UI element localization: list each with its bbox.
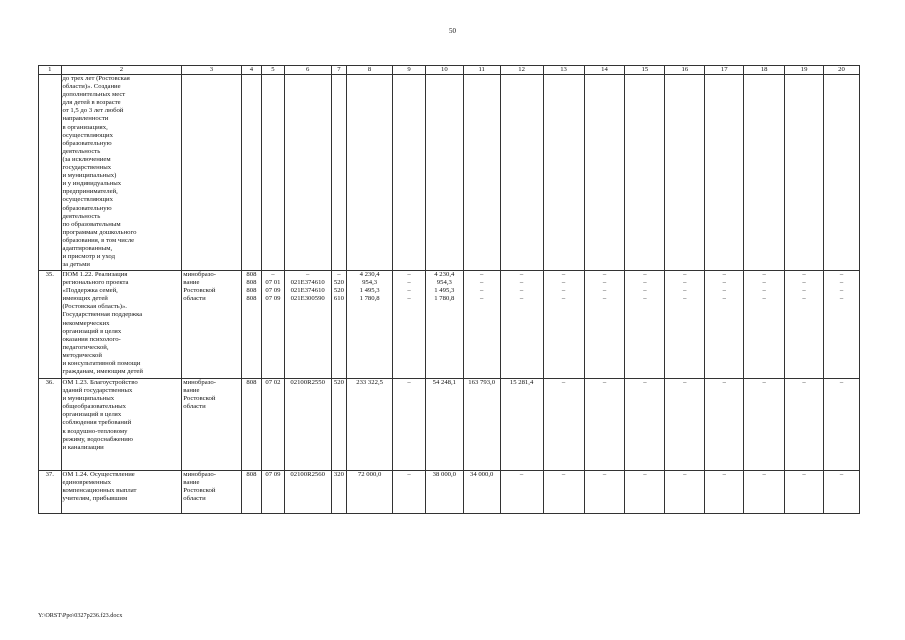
activity-name-cell: ОМ 1.23. Благоустройство зданий государственных и муниципальных общеобразовательных организаций в целях соблюдения требований к воздушно-тепловому режиму, водоснабжению и канализации xyxy=(61,379,182,471)
dash-cell: – xyxy=(625,471,665,514)
grbs-cell: 808 xyxy=(241,379,261,471)
column-number: 10 xyxy=(425,66,463,75)
dash-cell: – xyxy=(625,379,665,471)
dash-cell: – – – – xyxy=(744,271,785,379)
vr-cell: – 520 520 610 xyxy=(331,271,346,379)
vr-cell: 520 xyxy=(331,379,346,471)
year-2021-cell: 163 793,0 xyxy=(463,379,500,471)
total-cell: 72 000,0 xyxy=(347,471,393,514)
rzpr-cell: – 07 01 07 09 07 09 xyxy=(262,271,285,379)
dash-cell: – – – – xyxy=(584,271,625,379)
csr-cell: 02100R2550 xyxy=(284,379,331,471)
activity-name-cell: ОМ 1.24. Осуществление единовременных компенсационных выплат учителям, прибывшим xyxy=(61,471,182,514)
dash-cell: – xyxy=(500,471,543,514)
row-number: 35. xyxy=(39,271,62,379)
dash-cell: – xyxy=(665,379,705,471)
dash-cell: – xyxy=(584,379,625,471)
grbs-cell: 808 xyxy=(241,471,261,514)
column-number: 18 xyxy=(744,66,785,75)
total-cell: 4 230,4 954,3 1 495,3 1 780,8 xyxy=(347,271,393,379)
dash-cell: – xyxy=(824,379,860,471)
year-2019-cell: – – – – xyxy=(393,271,426,379)
year-2020-cell: 54 248,1 xyxy=(425,379,463,471)
column-number: 19 xyxy=(785,66,824,75)
year-2022-cell: 15 281,4 xyxy=(500,379,543,471)
table-row-37 xyxy=(39,471,860,514)
dash-cell: – xyxy=(543,379,584,471)
dash-cell: – xyxy=(744,379,785,471)
column-number: 17 xyxy=(705,66,744,75)
dash-cell: – xyxy=(744,471,785,514)
dash-cell: – – – – xyxy=(543,271,584,379)
dash-cell: – – – – xyxy=(500,271,543,379)
activity-name-cell: до трех лет (Ростовская области)». Создание дополнительных мест для детей в возрасте от 1,5 до 3 лет любой направленности в организациях, осуществляющих образовательную деятельность (за исключением государственных и муниципальных) и у индивидуальных предпринимателей, осуществляющих образовательную деятельность по образовательным программам дошкольного образования, в том числе адаптированным, и присмотр и уход за детьми xyxy=(61,75,182,271)
table-row-35 xyxy=(39,271,860,379)
column-number: 4 xyxy=(241,66,261,75)
column-number: 15 xyxy=(625,66,665,75)
activity-name-cell: ПОМ 1.22. Реализация регионального проекта «Поддержка семей, имеющих детей (Ростовская область)». Государственная поддержка некоммерческих организаций в целях оказания психолого- педагогической, методической и консультативной помощи гражданам, имеющим детей xyxy=(61,271,182,379)
dash-cell: – xyxy=(705,379,744,471)
dash-cell: – – – – xyxy=(463,271,500,379)
column-number: 8 xyxy=(347,66,393,75)
year-2019-cell: – xyxy=(393,471,426,514)
footer-file-path: Y:\ORST\Ppo\0327p236.f23.docx xyxy=(38,612,123,619)
column-number: 11 xyxy=(463,66,500,75)
csr-cell: 02100R2560 xyxy=(284,471,331,514)
dash-cell: – xyxy=(584,471,625,514)
year-2020-cell: 4 230,4 954,3 1 495,3 1 780,8 xyxy=(425,271,463,379)
executor-cell: минобразо- вание Ростовской области xyxy=(182,271,241,379)
column-number: 9 xyxy=(393,66,426,75)
rzpr-cell: 07 09 xyxy=(262,471,285,514)
row-number: 37. xyxy=(39,471,62,514)
row-number: 36. xyxy=(39,379,62,471)
column-number: 3 xyxy=(182,66,241,75)
dash-cell: – xyxy=(785,379,824,471)
budget-table xyxy=(38,65,860,514)
dash-cell: – – – – xyxy=(824,271,860,379)
column-number: 13 xyxy=(543,66,584,75)
column-number-row xyxy=(39,66,860,75)
column-number: 12 xyxy=(500,66,543,75)
column-number: 1 xyxy=(39,66,62,75)
table-row-36 xyxy=(39,379,860,471)
dash-cell: – xyxy=(543,471,584,514)
dash-cell: – – – – xyxy=(665,271,705,379)
total-cell: 233 322,5 xyxy=(347,379,393,471)
column-number: 6 xyxy=(284,66,331,75)
dash-cell: – – – – xyxy=(705,271,744,379)
executor-cell: минобразо- вание Ростовской области xyxy=(182,471,241,514)
year-2019-cell: – xyxy=(393,379,426,471)
column-number: 20 xyxy=(824,66,860,75)
grbs-cell: 808 808 808 808 xyxy=(241,271,261,379)
dash-cell: – xyxy=(705,471,744,514)
rzpr-cell: 07 02 xyxy=(262,379,285,471)
dash-cell: – xyxy=(824,471,860,514)
year-2021-cell: 34 000,0 xyxy=(463,471,500,514)
year-2020-cell: 38 000,0 xyxy=(425,471,463,514)
dash-cell: – xyxy=(665,471,705,514)
column-number: 7 xyxy=(331,66,346,75)
column-number: 14 xyxy=(584,66,625,75)
executor-cell: минобразо- вание Ростовской области xyxy=(182,379,241,471)
dash-cell: – – – – xyxy=(625,271,665,379)
column-number: 5 xyxy=(262,66,285,75)
page-number: 50 xyxy=(449,27,456,35)
vr-cell: 320 xyxy=(331,471,346,514)
column-number: 2 xyxy=(61,66,182,75)
dash-cell: – xyxy=(785,471,824,514)
csr-cell: – 021Е374610 021Е374610 021Е300590 xyxy=(284,271,331,379)
table-row-continuation xyxy=(39,75,860,271)
column-number: 16 xyxy=(665,66,705,75)
dash-cell: – – – – xyxy=(785,271,824,379)
